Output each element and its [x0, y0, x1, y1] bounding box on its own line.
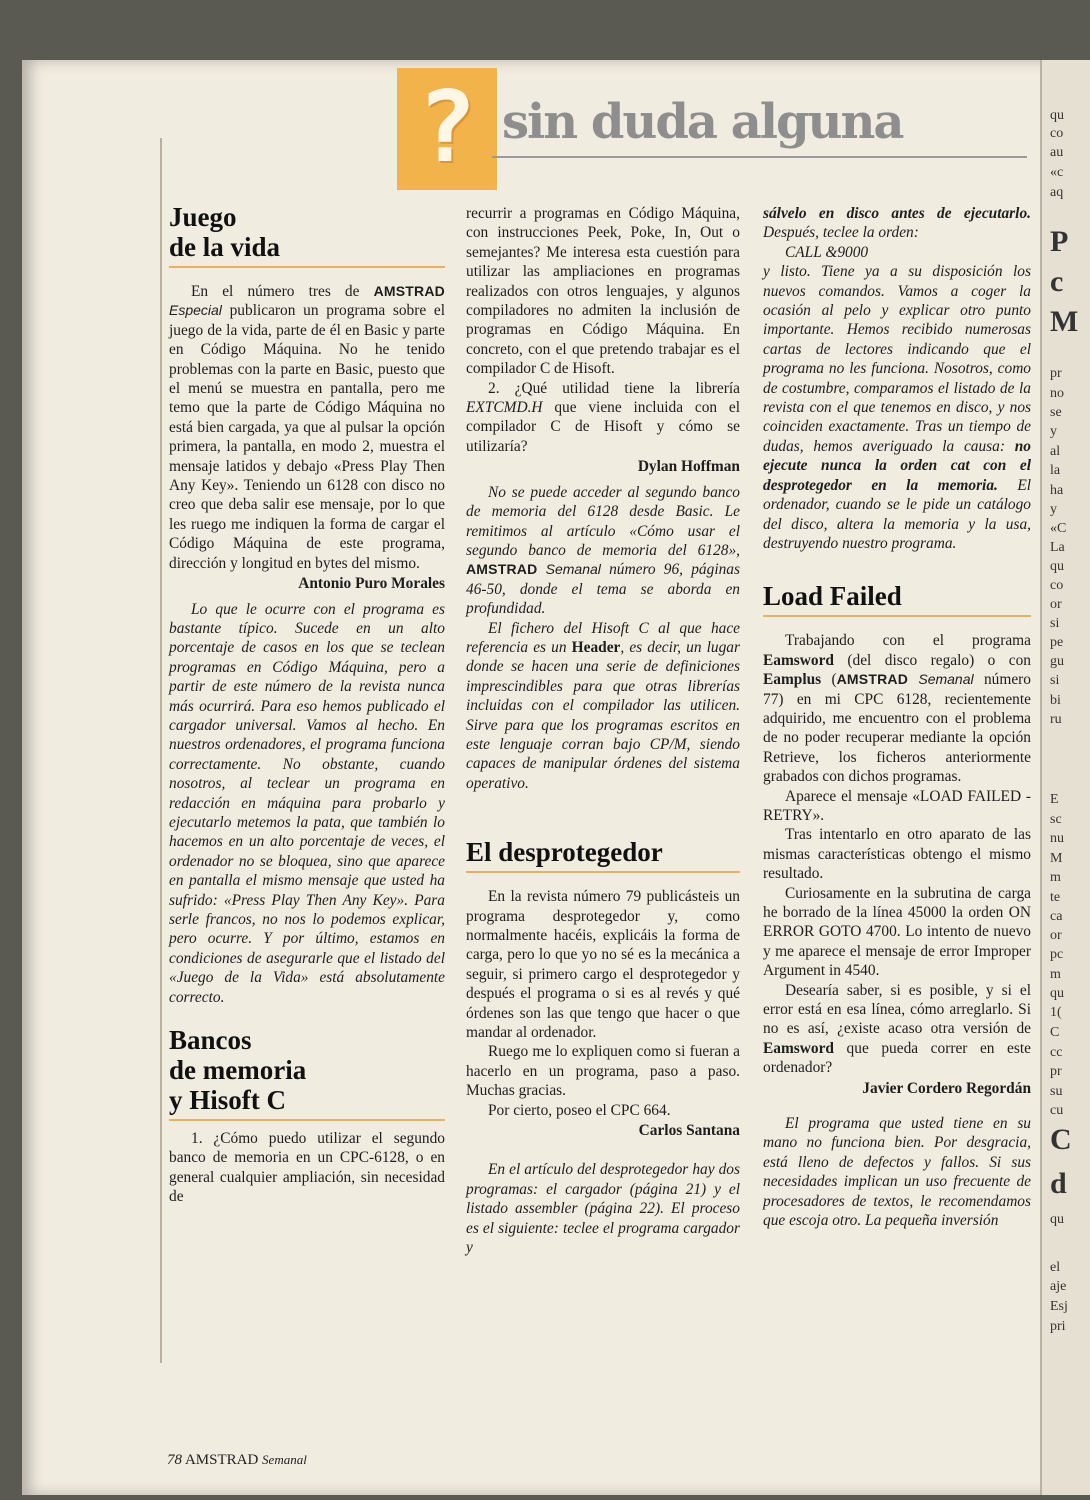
letter-paragraph: Ruego me lo expliquen como si fueran a hacerlo en un programa, paso a paso. Muchas gracias.	[466, 1043, 740, 1100]
adjacent-page-text-fragment: La	[1050, 540, 1065, 555]
letter-signature: Javier Cordero Regordán	[862, 1079, 1031, 1097]
answer-paragraph: sálvelo en disco antes de ejecutarlo. Después, teclee la orden:	[763, 205, 1031, 242]
adjacent-page-text-fragment: no	[1050, 386, 1064, 401]
column-3	[763, 204, 1031, 1231]
adjacent-page-text-fragment: co	[1050, 578, 1064, 593]
adjacent-page-text-fragment: si	[1050, 673, 1060, 688]
adjacent-page-text-fragment: C	[1050, 1123, 1072, 1156]
letter-paragraph: 2. ¿Qué utilidad tiene la librería EXTCMD.H que viene incluida con el compilador C de Hisoft y cómo se utilizaría?	[466, 379, 740, 455]
adjacent-page-text-fragment: aq	[1050, 185, 1064, 200]
question-mark-glyph: ?	[417, 71, 477, 185]
letter-paragraph: 1. ¿Cómo puedo utilizar el segundo banco de memoria en un CPC-6128, o en general cualquier ampliación, sin necesidad de	[169, 1130, 445, 1206]
adjacent-page-text-fragment: y	[1050, 502, 1057, 517]
adjacent-page-text-fragment: cc	[1050, 1045, 1063, 1060]
adjacent-page-text-fragment: or	[1050, 597, 1062, 612]
adjacent-page-text-fragment: te	[1050, 890, 1061, 905]
adjacent-page-text-fragment: pc	[1050, 947, 1064, 962]
adjacent-page-text-fragment: el	[1050, 1260, 1061, 1275]
letter-paragraph: Por cierto, poseo el CPC 664.	[488, 1101, 671, 1119]
adjacent-page-text-fragment: qu	[1050, 1212, 1064, 1227]
adjacent-page-text-fragment: se	[1050, 405, 1062, 420]
section-title-juego-de-la-vida: Juego de la vida	[169, 202, 445, 268]
adjacent-page-text-fragment: or	[1050, 928, 1062, 943]
header-rule	[492, 156, 1027, 158]
adjacent-page-text-fragment: ha	[1050, 483, 1064, 498]
letter-paragraph: Desearía saber, si es posible, y si el error está en esa línea, cómo arreglarlo. Si no es así, ¿existe acaso otra versión de Eamsword que pueda correr en este ordenador?	[763, 981, 1031, 1077]
adjacent-page-text-fragment: ca	[1050, 909, 1063, 924]
letter-signature: Antonio Puro Morales	[298, 575, 445, 593]
page-number: 78	[167, 1452, 182, 1468]
letter-signature: Carlos Santana	[638, 1122, 740, 1140]
section-title-load-failed: Load Failed	[763, 581, 1031, 617]
adjacent-page-text-fragment: d	[1050, 1167, 1067, 1200]
adjacent-page-text-fragment: pe	[1050, 635, 1064, 650]
column-2	[466, 204, 740, 1258]
adjacent-page-text-fragment: bi	[1050, 693, 1061, 708]
adjacent-page-text-fragment: 1(	[1050, 1005, 1062, 1020]
section-header-title: sin duda alguna	[502, 94, 903, 150]
footer-brand-suffix: Semanal	[262, 1452, 307, 1467]
adjacent-page-text-fragment: c	[1050, 265, 1064, 298]
adjacent-page-text-fragment: Esj	[1050, 1299, 1068, 1314]
adjacent-page-text-fragment: nu	[1050, 831, 1064, 846]
section-title-el-desprotegedor: El desprotegedor	[466, 837, 740, 873]
adjacent-page-text-fragment: sc	[1050, 812, 1062, 827]
answer-command: CALL &9000	[785, 243, 869, 261]
adjacent-page-text-fragment: qu	[1050, 108, 1064, 123]
letter-paragraph: Aparece el mensaje «LOAD FAILED - RETRY».	[763, 787, 1031, 824]
adjacent-page-text-fragment: qu	[1050, 986, 1064, 1001]
page-footer	[167, 1452, 307, 1469]
letter-paragraph: Curiosamente en la subrutina de carga he borrado de la línea 45000 la orden ON ERROR GOTO 4700. Lo intento de nuevo y me aparece el mensaje de error Improper Argument in 4540.	[763, 884, 1031, 980]
letter-paragraph: Tras intentarlo en otro aparato de las mismas características obtengo el mismo resultado.	[763, 826, 1031, 883]
section-title-bancos-de-memoria: Bancos de memoria y Hisoft C	[169, 1025, 445, 1121]
adjacent-page-text-fragment: aje	[1050, 1279, 1067, 1294]
adjacent-page-text-fragment: cu	[1050, 1103, 1064, 1118]
adjacent-page-edge	[1040, 60, 1090, 1495]
adjacent-page-text-fragment: co	[1050, 126, 1064, 141]
answer-paragraph: y listo. Tiene ya a su disposición los nuevos comandos. Vamos a coger la ocasión al pelo y explicar otro punto importante. Hemos recibido numerosas cartas de lectores indicando que el programa no les funciona. Nosotros, como de costumbre, comparamos el listado de la revista con el que tenemos en disco, y nos coinciden exactamente. Tras un tiempo de dudas, hemos averiguado la causa: no ejecute nunca la orden cat con el desprotegedor en la memoria. El ordenador, cuando se le pide un catálogo del disco, altera la memoria y la usa, destruyendo nuestro programa.	[763, 263, 1031, 552]
adjacent-page-text-fragment: al	[1050, 444, 1061, 459]
adjacent-page-text-fragment: pri	[1050, 1319, 1066, 1334]
adjacent-page-text-fragment: qu	[1050, 559, 1064, 574]
letter-paragraph: recurrir a programas en Código Máquina, con instrucciones Peek, Poke, In, Out o semejantes? Me interesa esta cuestión para utilizar las ampliaciones en programas realizados con otros lenguajes, y algunos compiladores no admiten la inclusión de programas en Código Máquina. En concreto, con el que pretendo trabajar es el compilador C de Hisoft.	[466, 205, 740, 378]
adjacent-page-text-fragment: m	[1050, 870, 1061, 885]
column-divider	[160, 138, 162, 1363]
adjacent-page-text-fragment: «C	[1050, 521, 1067, 536]
adjacent-page-text-fragment: P	[1050, 225, 1069, 258]
letter-paragraph: Trabajando con el programa Eamsword (del disco regalo) o con Eamplus (AMSTRAD Semanal número 77) en mi CPC 6128, recientemente adquirido, me encuentro con el problema de no poder recuperar mediante la opción Retrieve, los ficheros anteriormente grabados con dichos programas.	[763, 632, 1031, 786]
column-1	[169, 202, 445, 1207]
adjacent-page-text-fragment: C	[1050, 1025, 1060, 1040]
adjacent-page-text-fragment: m	[1050, 967, 1061, 982]
adjacent-page-text-fragment: au	[1050, 145, 1064, 160]
adjacent-page-text-fragment: pr	[1050, 366, 1062, 381]
answer-paragraph: En el artículo del desprotegedor hay dos programas: el cargador (página 21) y el listado assembler (página 22). El proceso es el siguiente: teclee el programa cargador y	[466, 1161, 740, 1257]
question-mark-icon	[397, 68, 497, 190]
letter-paragraph: En la revista número 79 publicásteis un programa desprotegedor y, como normalmente hacéis, explicáis la forma de carga, pero lo que yo no sé es la mecánica a seguir, si primero cargo el desprotegedor y después el programa o si es al revés y qué órdenes son las que tengo que hacer o que mandar al ordenador.	[466, 888, 740, 1042]
adjacent-page-text-fragment: si	[1050, 616, 1060, 631]
adjacent-page-text-fragment: gu	[1050, 654, 1064, 669]
letter-paragraph: En el número tres de AMSTRAD Especial publicaron un programa sobre el juego de la vida, parte de él en Basic y parte en Código Máquina. No he tenido problemas con la parte en Basic, puesto que el menú se muestra en pantalla, pero me temo que la parte de Código Máquina no está bien cargada, ya que al pulsar la opción primera, la pantalla, en modo 2, muestra el mensaje latidos y debajo «Press Play Then Any Key». Teniendo un 6128 con disco no creo que deba salir ese mensaje, por lo que les ruego me indiquen la forma de cargar el Código Máquina de este programa, dirección y longitud en bytes del mismo.	[169, 283, 445, 572]
adjacent-page-text-fragment: E	[1050, 792, 1059, 807]
answer-paragraph: No se puede acceder al segundo banco de memoria del 6128 desde Basic. Le remitimos al artículo «Cómo usar el segundo banco de memoria del 6128», AMSTRAD Semanal número 96, páginas 46-50, donde el tema se aborda en profundidad.	[466, 483, 740, 618]
adjacent-page-text-fragment: y	[1050, 424, 1057, 439]
adjacent-page-text-fragment: M	[1050, 851, 1063, 866]
answer-paragraph: El programa que usted tiene en su mano no funciona bien. Por desgracia, está lleno de defectos y fallos. Si sus necesidades implican un uso frecuente de procesadores de textos, le recomendamos que escoja otro. La pequeña inversión	[763, 1115, 1031, 1230]
footer-brand: AMSTRAD	[184, 1452, 259, 1468]
adjacent-page-text-fragment: su	[1050, 1084, 1063, 1099]
adjacent-page-text-fragment: «c	[1050, 165, 1064, 180]
answer-paragraph: El fichero del Hisoft C al que hace referencia es un Header, es decir, un lugar donde se hacen una serie de definiciones imprescindibles para que otras librerías incluidas con el compilador las utilicen. Sirve para que los programas escritos en este lenguaje corran bajo CP/M, siendo capaces de manipular órdenes del sistema operativo.	[466, 619, 740, 792]
adjacent-page-text-fragment: ru	[1050, 712, 1062, 727]
answer-paragraph: Lo que le ocurre con el programa es bastante típico. Sucede en un alto porcentaje de casos en los que se teclean programas en Código Máquina, pero a partir de este número de la revista nunca más ocurrirá. Para eso hemos publicado el cargador universal. Vamos al hecho. En nuestros ordenadores, el programa funciona correctamente. No obstante, cuando nosotros, al teclear un programa en redacción en máquina para probarlo y ejecutarlo metemos la pata, que también lo hacemos en un alto porcentaje de veces, el ordenador no se bloquea, sino que aparece en pantalla el mismo mensaje que usted ha sufrido: «Press Play Then Any Key». Para serle francos, no nos lo podemos explicar, pero ocurre. Y por último, estamos en condiciones de asegurarle que el listado del «Juego de la Vida» está absolutamente correcto.	[169, 600, 445, 1006]
adjacent-page-text-fragment: la	[1050, 463, 1061, 478]
adjacent-page-text-fragment: M	[1050, 305, 1079, 338]
adjacent-page-text-fragment: pr	[1050, 1064, 1062, 1079]
letter-signature: Dylan Hoffman	[637, 458, 740, 476]
